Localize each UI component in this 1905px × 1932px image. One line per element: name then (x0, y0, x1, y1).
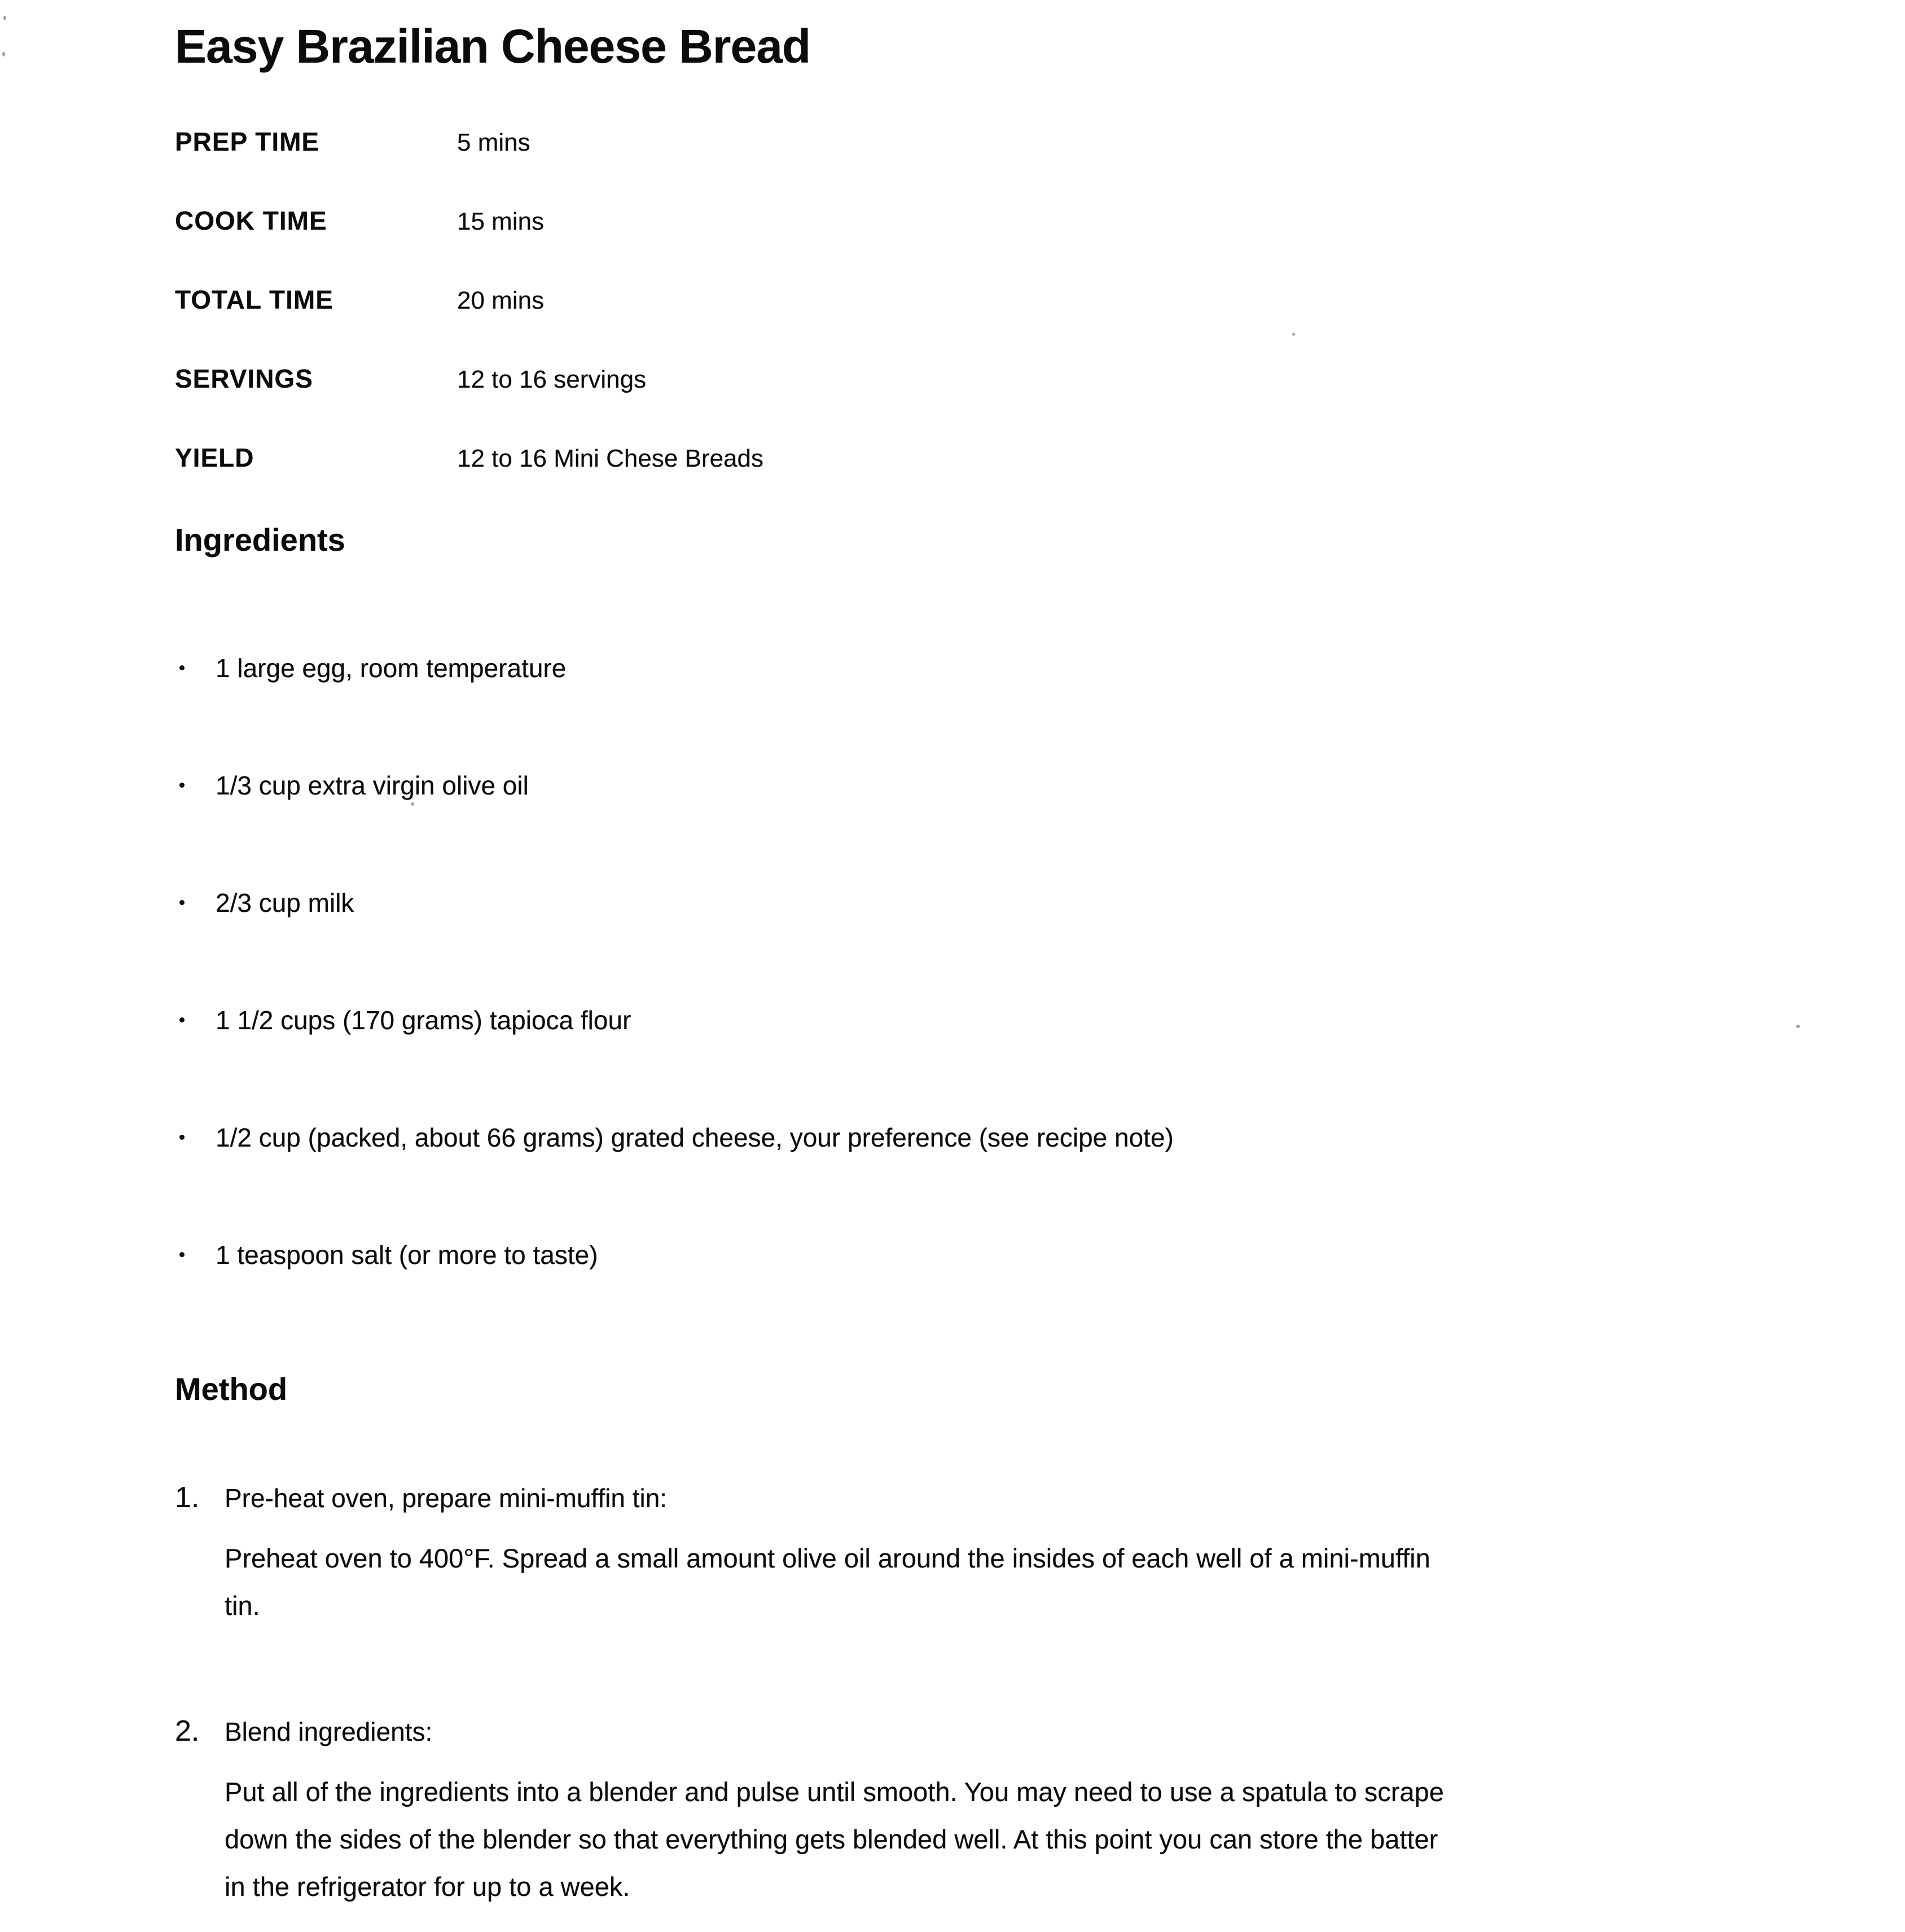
scan-speck (3, 16, 6, 20)
step-header (175, 1481, 1792, 1514)
meta-row-prep-time (175, 126, 1792, 157)
ingredient-text: 2/3 cup milk (216, 888, 354, 918)
bullet-icon (179, 783, 185, 788)
ingredient-text: 1 teaspoon salt (or more to taste) (216, 1240, 598, 1270)
ingredient-text: 1 1/2 cups (170 grams) tapioca flour (216, 1005, 631, 1035)
step-body (225, 1535, 1675, 1630)
method-heading: Method (175, 1371, 288, 1407)
ingredient-text: 1 large egg, room temperature (216, 653, 567, 683)
meta-label: TOTAL TIME (175, 285, 333, 315)
bullet-icon (179, 900, 185, 905)
meta-value: 12 to 16 Mini Chese Breads (457, 445, 763, 473)
step-header (175, 1714, 1792, 1748)
ingredient-item (216, 1006, 1792, 1034)
step-body-line: in the refrigerator for up to a week. (225, 1872, 630, 1902)
ingredient-item (216, 889, 1792, 917)
meta-value: 15 mins (457, 208, 545, 236)
ingredient-item (216, 654, 1792, 682)
meta-row-total-time (175, 284, 1792, 315)
ingredients-heading: Ingredients (175, 522, 345, 558)
step-body (225, 1768, 1675, 1911)
step-number: 1. (175, 1481, 200, 1514)
recipe-title: Easy Brazilian Cheese Bread (175, 20, 811, 73)
bullet-icon (179, 1017, 185, 1022)
method-step-1 (175, 1481, 1792, 1630)
ingredient-list (175, 654, 1792, 1269)
scan-speck (2, 52, 5, 56)
ingredient-text: 1/2 cup (packed, about 66 grams) grated cheese, your preference (see recipe note) (216, 1123, 1174, 1153)
step-title: Blend ingredients: (225, 1717, 433, 1747)
scan-speck (1796, 1025, 1800, 1028)
meta-row-yield (175, 442, 1792, 473)
bullet-icon (179, 1252, 185, 1257)
ingredient-item (216, 1123, 1792, 1152)
step-number: 2. (175, 1715, 200, 1748)
recipe-meta-table (175, 126, 1792, 473)
step-body-line: tin. (225, 1591, 260, 1621)
step-body-line: down the sides of the blender so that everything gets blended well. At this point you can store the batter (225, 1824, 1438, 1855)
document-content (175, 20, 1792, 1911)
ingredient-item (216, 1241, 1792, 1269)
bullet-icon (179, 1135, 185, 1140)
step-title: Pre-heat oven, prepare mini-muffin tin: (225, 1483, 668, 1513)
step-body-line: Preheat oven to 400°F. Spread a small amount olive oil around the insides of each well of a mini-muffin (225, 1543, 1430, 1574)
meta-value: 12 to 16 servings (457, 366, 647, 394)
bullet-icon (179, 665, 185, 670)
meta-value: 20 mins (457, 287, 545, 315)
meta-label: YIELD (175, 443, 254, 473)
step-body-line: Put all of the ingredients into a blender and pulse until smooth. You may need to use a spatula to scrape (225, 1777, 1444, 1807)
meta-label: COOK TIME (175, 206, 327, 236)
ingredient-item (216, 771, 1792, 800)
meta-value: 5 mins (457, 129, 530, 157)
ingredient-text: 1/3 cup extra virgin olive oil (216, 771, 529, 801)
meta-label: PREP TIME (175, 127, 320, 157)
meta-row-servings (175, 363, 1792, 394)
meta-label: SERVINGS (175, 364, 313, 394)
method-step-2 (175, 1714, 1792, 1911)
meta-row-cook-time (175, 205, 1792, 236)
